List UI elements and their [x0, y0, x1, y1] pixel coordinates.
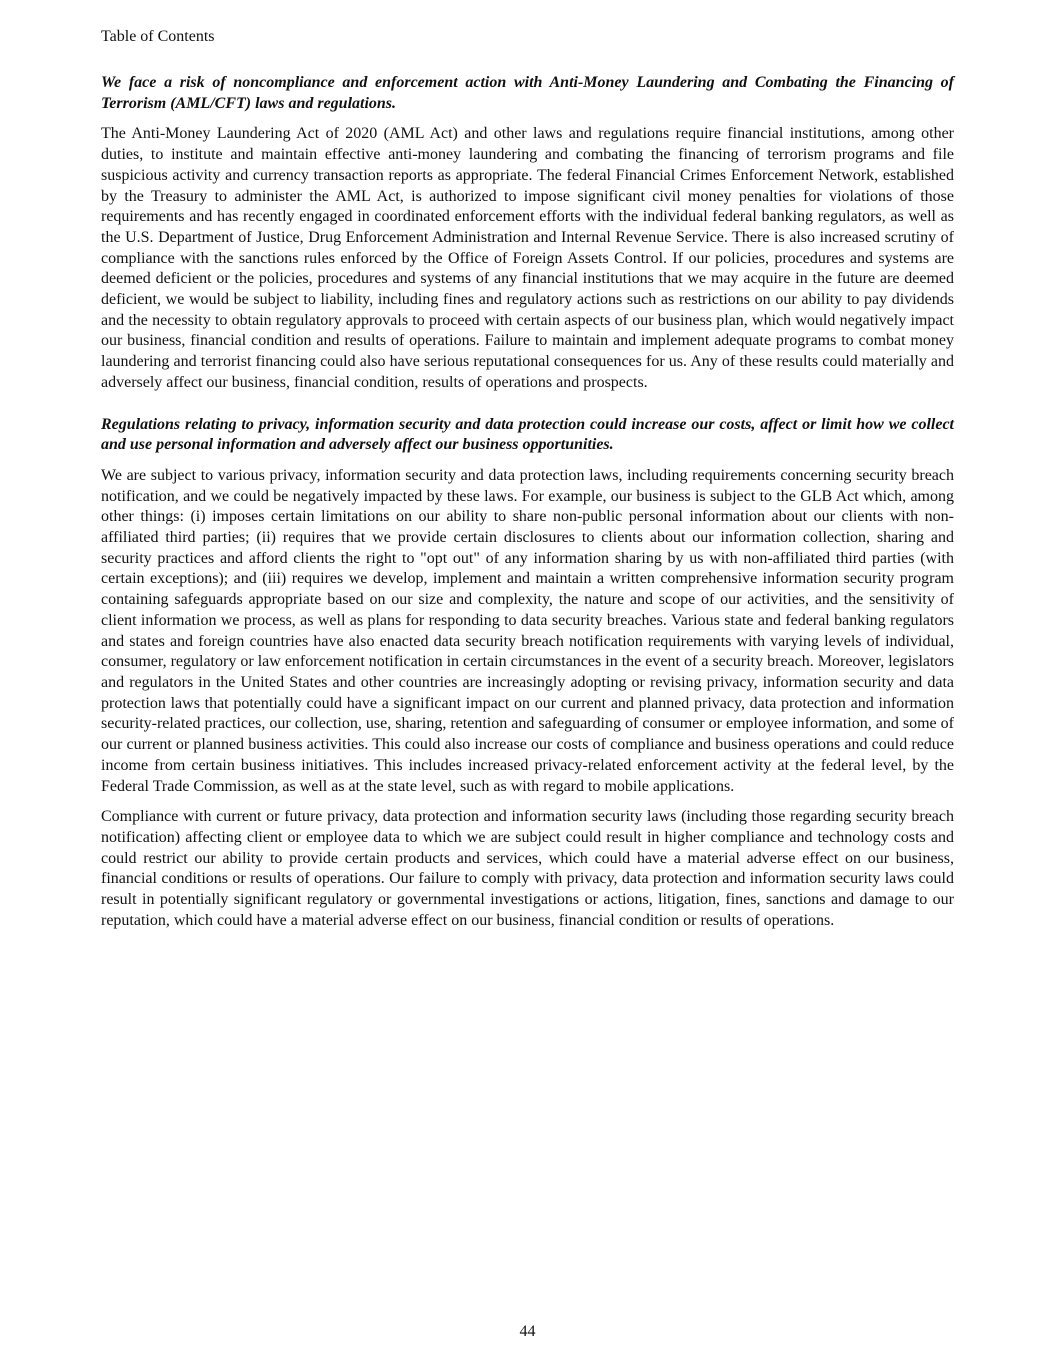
section-heading: We face a risk of noncompliance and enforcement action with Anti-Money Laundering and Combating the Financing of Terrorism (AML/CFT) laws and regulations. [101, 74, 954, 112]
table-of-contents-link[interactable]: Table of Contents [101, 28, 215, 45]
body-paragraph: Compliance with current or future privacy, data protection and information security laws (including those regarding security breach notification) affecting client or employee data to which we are subject could result in higher compliance and technology costs and could restrict our ability to provide certain products and services, which could have a material adverse effect on our business, financial conditions or results of operations. Our failure to comply with privacy, data protection and information security laws could result in potentially significant regulatory or governmental investigations or actions, litigation, fines, sanctions and damage to our reputation, which could have a material adverse effect on our business, financial condition or results of operations. [101, 808, 954, 929]
body-paragraph: The Anti-Money Laundering Act of 2020 (AML Act) and other laws and regulations require financial institutions, among other duties, to institute and maintain effective anti-money laundering and combating the financing of terrorism programs and file suspicious activity and currency transaction reports as appropriate. The federal Financial Crimes Enforcement Network, established by the Treasury to administer the AML Act, is authorized to impose significant civil money penalties for violations of those requirements and has recently engaged in coordinated enforcement efforts with the individual federal banking regulators, as well as the U.S. Department of Justice, Drug Enforcement Administration and Internal Revenue Service. There is also increased scrutiny of compliance with the sanctions rules enforced by the Office of Foreign Assets Control. If our policies, procedures and systems are deemed deficient or the policies, procedures and systems of any financial institutions that we may acquire in the future are deemed deficient, we would be subject to liability, including fines and regulatory actions such as restrictions on our ability to pay dividends and the necessity to obtain regulatory approvals to proceed with certain aspects of our business plan, which would negatively impact our business, financial condition and results of operations. Failure to maintain and implement adequate programs to combat money laundering and terrorist financing could also have serious reputational consequences for us. Any of these results could materially and adversely affect our business, financial condition, results of operations and prospects. [101, 125, 954, 391]
section-heading: Regulations relating to privacy, information security and data protection could increase our costs, affect or limit how we collect and use personal information and adversely affect our business opportunities. [101, 415, 954, 454]
document-body [101, 73, 954, 941]
body-paragraph: We are subject to various privacy, information security and data protection laws, including requirements concerning security breach notification, and we could be negatively impacted by these laws. For example, our business is subject to the GLB Act which, among other things: (i) imposes certain limitations on our ability to share non-public personal information about our clients with non-affiliated third parties; (ii) requires that we provide certain disclosures to clients about our information collection, sharing and security practices and afford clients the right to "opt out" of any information sharing by us with non-affiliated third parties (with certain exceptions); and (iii) requires we develop, implement and maintain a written comprehensive information security program containing safeguards appropriate based on our size and complexity, the nature and scope of our activities, and the sensitivity of client information we process, as well as plans for responding to data security breaches. Various state and federal banking regulators and states and foreign countries have also enacted data security breach notification requirements with varying levels of individual, consumer, regulatory or law enforcement notification in certain circumstances in the event of a security breach. Moreover, legislators and regulators in the United States and other countries are increasingly adopting or revising privacy, information security and data protection laws that potentially could have a significant impact on our current and planned privacy, data protection and information security-related practices, our collection, use, sharing, retention and safeguarding of consumer or employee information, and some of our current or planned business activities. This could also increase our costs of compliance and business operations and could reduce income from certain business initiatives. This includes increased privacy-related enforcement activity at the federal level, by the Federal Trade Commission, as well as at the state level, such as with regard to mobile applications. [101, 466, 954, 795]
risk-factor-privacy [101, 415, 954, 932]
risk-factor-aml-cft [101, 73, 954, 394]
page-number: 44 [519, 1323, 536, 1340]
